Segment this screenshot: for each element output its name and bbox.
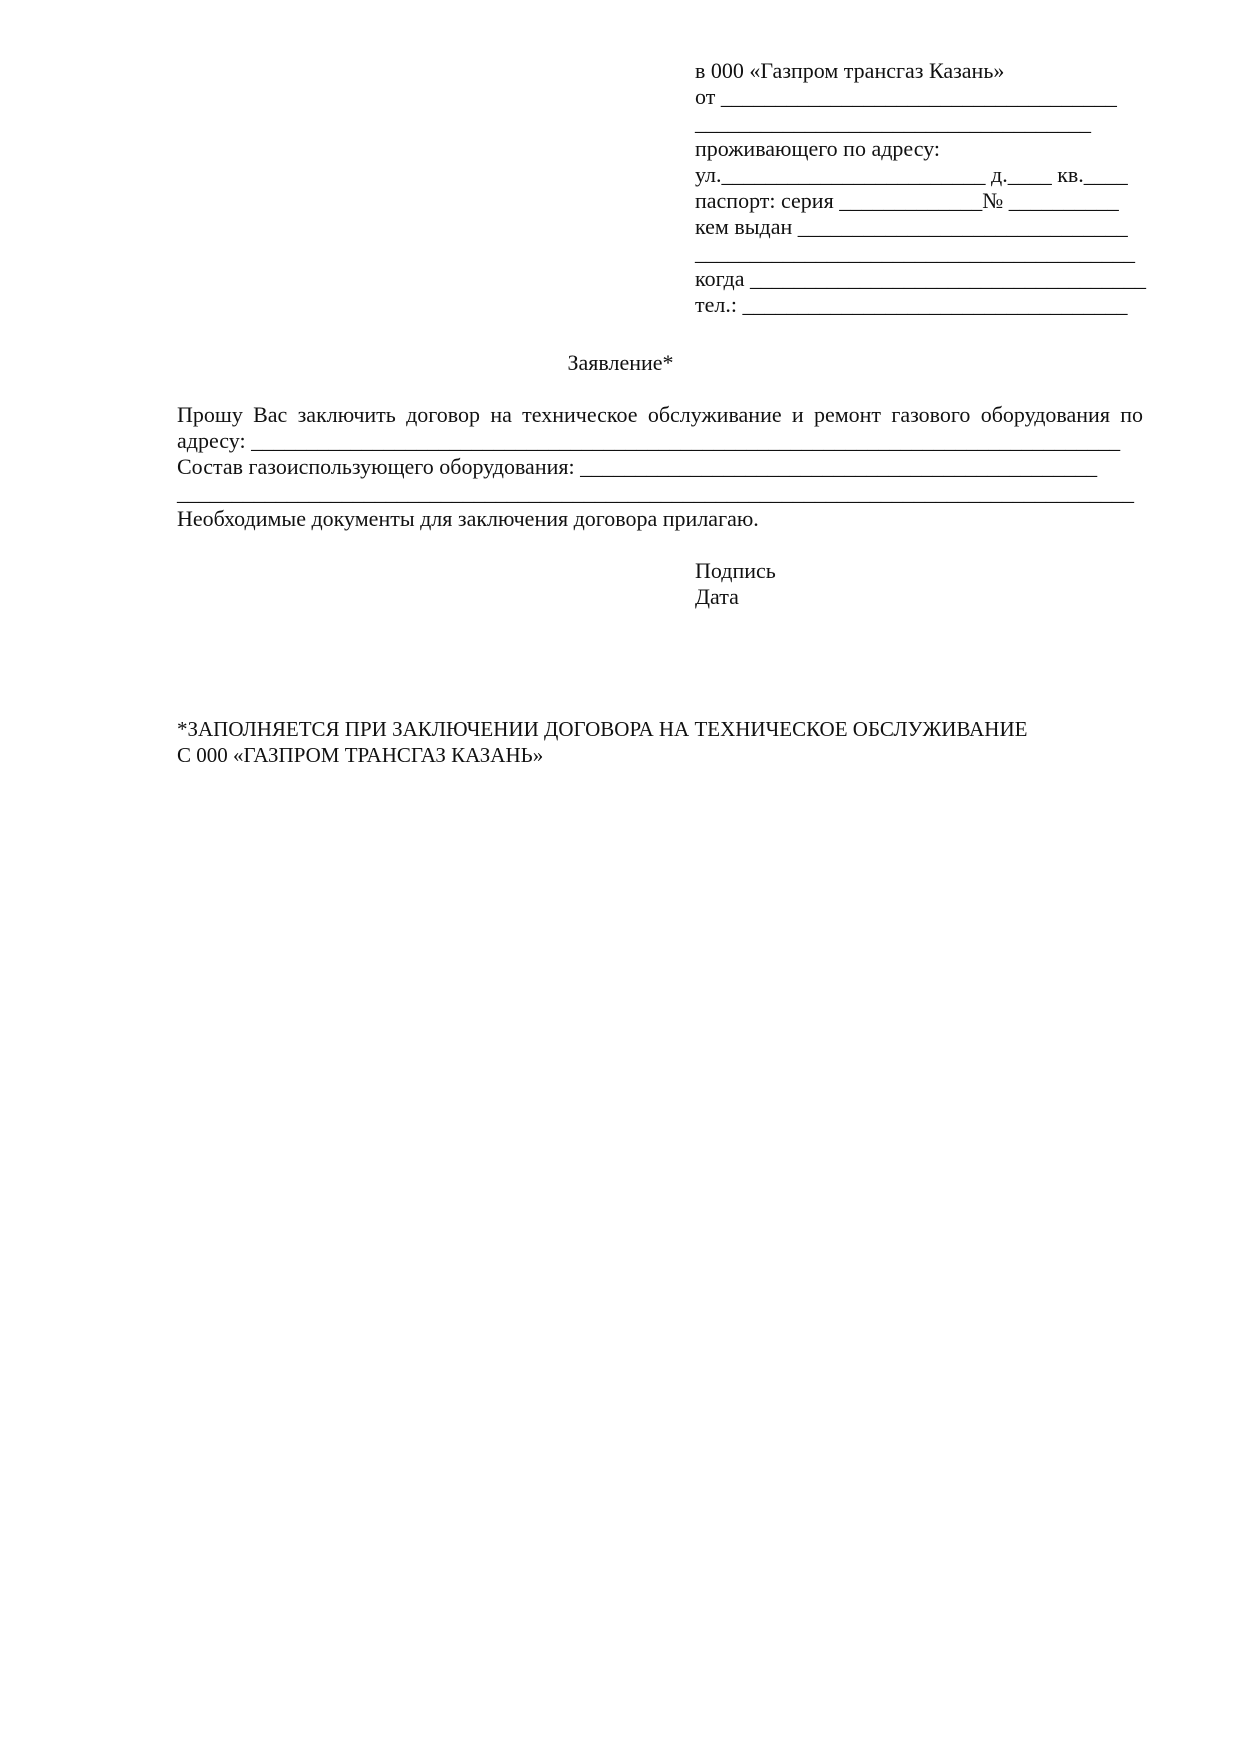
footnote-line-2: С 000 «ГАЗПРОМ ТРАНСГАЗ КАЗАНЬ» — [177, 743, 544, 767]
address-line: адресу: _______________________________________________________________________________ — [177, 428, 1121, 453]
equipment-line-continuation: _______________________________________________________________________________________ — [177, 480, 1134, 505]
passport-field: паспорт: серия _____________№ __________ — [695, 188, 1119, 213]
from-field-continuation: ____________________________________ — [695, 110, 1091, 135]
attachments-statement: Необходимые документы для заключения договора прилагаю. — [177, 506, 759, 531]
date-label: Дата — [695, 584, 739, 609]
issue-date-field: когда ____________________________________ — [695, 266, 1146, 291]
issued-by-field: кем выдан ______________________________ — [695, 214, 1128, 239]
request-text-line: Прошу Вас заключить договор на техническое обслуживание и ремонт газового оборудования по — [177, 402, 1143, 427]
phone-field: тел.: ___________________________________ — [695, 292, 1128, 317]
document-title: Заявление* — [567, 350, 674, 375]
address-field: ул.________________________ д.____ кв.____ — [695, 162, 1128, 187]
footnote-line-1: *ЗАПОЛНЯЕТСЯ ПРИ ЗАКЛЮЧЕНИИ ДОГОВОРА НА ТЕХНИЧЕСКОЕ ОБСЛУЖИВАНИЕ — [177, 717, 1028, 741]
issued-by-continuation: ________________________________________ — [695, 240, 1135, 265]
residing-label: проживающего по адресу: — [695, 136, 941, 161]
equipment-line: Состав газоиспользующего оборудования: _______________________________________________ — [177, 454, 1098, 479]
from-field: от ____________________________________ — [695, 84, 1117, 109]
recipient-line: в 000 «Газпром трансгаз Казань» — [695, 58, 1005, 83]
signature-label: Подпись — [695, 558, 776, 583]
